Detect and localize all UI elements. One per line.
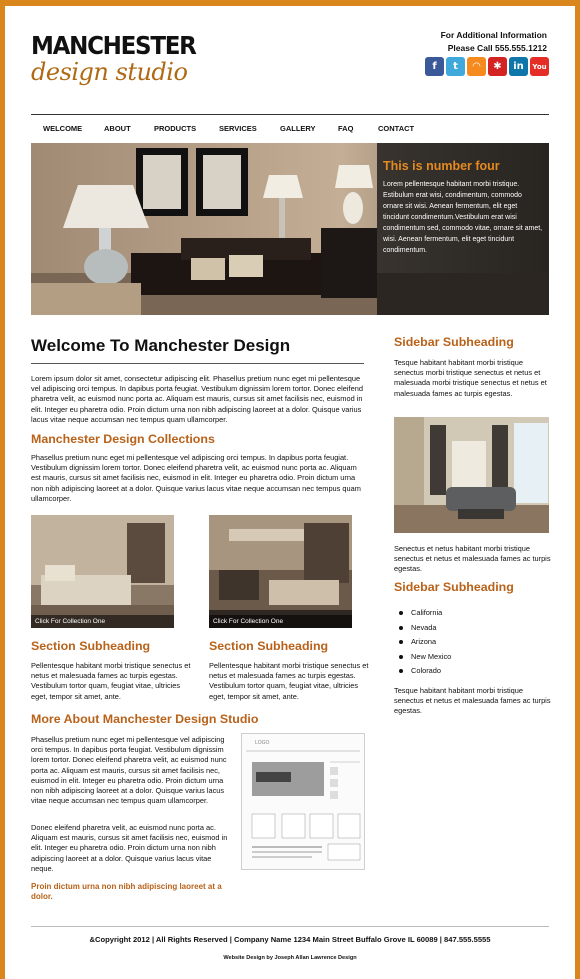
intro-paragraph: Lorem ipsum dolor sit amet, consectetur adipiscing elit. Phasellus pretium nunc eget mi pellentesque vel adipiscing orci tempus. In dapibus porta feugiat. Vestibulum dignissim lorem tortor. Donec eleifend pharetra velit, ac euismod nunc porta ac. Aliquam est mauris, cursus sit amet facilisis nec, euismod in elit. Integer eu pharetra odio. Proin dictum urna non nibh adipiscing laoreet at a dolor. Quisque varius lacus vitae neque accumsan nec tempus quam ullamcorper. [31, 374, 363, 424]
title-divider [31, 363, 364, 364]
nav-gallery[interactable]: GALLERY [280, 124, 316, 133]
section-paragraph-2: Pellentesque habitant morbi tristique senectus et netus et malesuada fames ac turpis egestas. Vestibulum tortor quam, feugiat vitae, ultricies eget, tempor sit amet, ante. [209, 661, 369, 701]
list-item: Arizona [397, 635, 451, 650]
list-item: California [397, 606, 451, 621]
list-item: Colorado [397, 664, 451, 679]
contact-line-phone: Please Call 555.555.1212 [447, 43, 547, 53]
wireframe-image [242, 734, 364, 869]
facebook-icon[interactable]: f [425, 57, 444, 76]
logo-wordmark: MANCHESTER [31, 31, 196, 60]
contact-info [441, 29, 547, 55]
nav-contact[interactable]: CONTACT [378, 124, 415, 133]
section-subheading-2: Section Subheading [209, 639, 329, 653]
thumb-caption-1[interactable]: Click For Collection One [31, 615, 174, 628]
sidebar-paragraph-2: Tesque habitant habitant morbi tristique senectus et netus et malesuada fames ac turpis egestas. [394, 686, 551, 716]
collections-heading: Manchester Design Collections [31, 432, 215, 446]
nav-faq[interactable]: FAQ [338, 124, 354, 133]
nav-products[interactable]: PRODUCTS [154, 124, 197, 133]
section-subheading-1: Section Subheading [31, 639, 151, 653]
site-logo[interactable] [31, 33, 210, 85]
collection-image-1 [31, 515, 174, 628]
main-nav [31, 124, 549, 138]
list-item: New Mexico [397, 650, 451, 665]
yelp-icon[interactable]: ✱ [488, 57, 507, 76]
sidebar-paragraph-1: Tesque habitant habitant morbi tristique senectus morbi tristique senectus et netus et malesuada morbi tristique senectus et netus et malesuada fames ac turpis egestas. [394, 358, 547, 398]
footer-credit[interactable]: Website Design by Joseph Allan Lawrence Design [223, 955, 357, 961]
footer-copyright: &Copyright 2012 | All Rights Reserved | Company Name 1234 Main Street Buffalo Grove IL 60089 | 847.555.5555 [89, 935, 491, 944]
collections-paragraph: Phasellus pretium nunc eget mi pellentesque vel adipiscing orci tempus. In dapibus porta feugiat. Vestibulum dignissim lorem tortor. Donec eleifend pharetra velit, ac euismod nunc porta ac. Aliquam est mauris, cursus sit amet facilisis nec, euismod in elit. Integer eu pharetra odio. Proin dictum urna non nibh adipiscing laoreet at a dolor. Quisque varius lacus vitae neque accumsan nec tempus quam ullamcorper. [31, 453, 361, 503]
more-about-heading: More About Manchester Design Studio [31, 712, 259, 726]
nav-services[interactable]: SERVICES [219, 124, 257, 133]
collection-thumb-1[interactable] [31, 515, 174, 628]
page-title: Welcome To Manchester Design [31, 336, 291, 355]
wireframe-thumbnail [241, 733, 365, 870]
twitter-icon[interactable]: t [446, 57, 465, 76]
highlight-text: Proin dictum urna non nibh adipiscing laoreet at a dolor. [31, 882, 222, 902]
list-item: Nevada [397, 621, 451, 636]
sidebar-image [394, 417, 549, 533]
contact-line-info: For Additional Information [440, 30, 547, 40]
hero-title: This is number four [383, 159, 500, 173]
nav-about[interactable]: ABOUT [104, 124, 131, 133]
youtube-icon[interactable]: You [530, 57, 549, 76]
section-paragraph-1: Pellentesque habitant morbi tristique senectus et netus et malesuada fames ac turpis egestas. Vestibulum tortor quam, feugiat vitae, ultricies eget, tempor sit amet, ante. [31, 661, 191, 701]
footer-divider [31, 926, 549, 927]
rss-icon[interactable]: ◠ [467, 57, 486, 76]
hero-caption-panel [377, 143, 549, 315]
nav-welcome[interactable]: WELCOME [43, 124, 83, 133]
wireframe-logo: LOGO [255, 740, 270, 746]
logo-tagline: design studio [31, 58, 188, 86]
hero-banner [31, 143, 549, 315]
sidebar-room-image [394, 417, 549, 533]
header-divider [31, 114, 549, 115]
more-about-paragraph-2: Donec eleifend pharetra velit, ac euismod nunc porta ac. Aliquam est mauris, cursus sit amet facilisis nec, euismod in elit. Integer eu pharetra odio. Proin dictum urna non nibh adipiscing laoreet at a dolor. Quisque varius lacus vitae neque. [31, 823, 228, 873]
social-icons [425, 57, 549, 76]
sidebar-state-list [397, 606, 451, 679]
collection-image-2 [209, 515, 352, 628]
hero-text: Lorem pellentesque habitant morbi tristique. Estibulum erat wisi, condimentum, commodo ornare sit wisi. Aenean fermentum, elit eget tincidunt condimentum.Vestibulum erat wisi condimentum sed, commodo vitae, ornare sit amet, wisi. Aenean fermentum, elit eget tincidunt condimentum. [383, 181, 543, 254]
sidebar-heading-1: Sidebar Subheading [394, 335, 514, 349]
sidebar-image-caption: Senectus et netus habitant morbi tristique senectus et netus et malesuada fames ac turpis egestas. [394, 544, 551, 574]
linkedin-icon[interactable]: in [509, 57, 528, 76]
page [5, 6, 575, 979]
collection-thumb-2[interactable] [209, 515, 352, 628]
sidebar-heading-2: Sidebar Subheading [394, 580, 514, 594]
more-about-paragraph-1: Phasellus pretium nunc eget mi pellentesque vel adipiscing orci tempus. In dapibus porta feugiat. Vestibulum dignissim lorem tortor. Donec eleifend pharetra velit, ac euismod nunc porta ac. Aliquam est mauris, cursus sit amet facilisis nec, euismod in elit. Integer eu pharetra odio. Proin dictum urna non nibh adipiscing laoreet at a dolor. Quisque varius lacus vitae neque accumsan nec tempus quam ullamcorper. [31, 735, 227, 806]
thumb-caption-2[interactable]: Click For Collection One [209, 615, 352, 628]
